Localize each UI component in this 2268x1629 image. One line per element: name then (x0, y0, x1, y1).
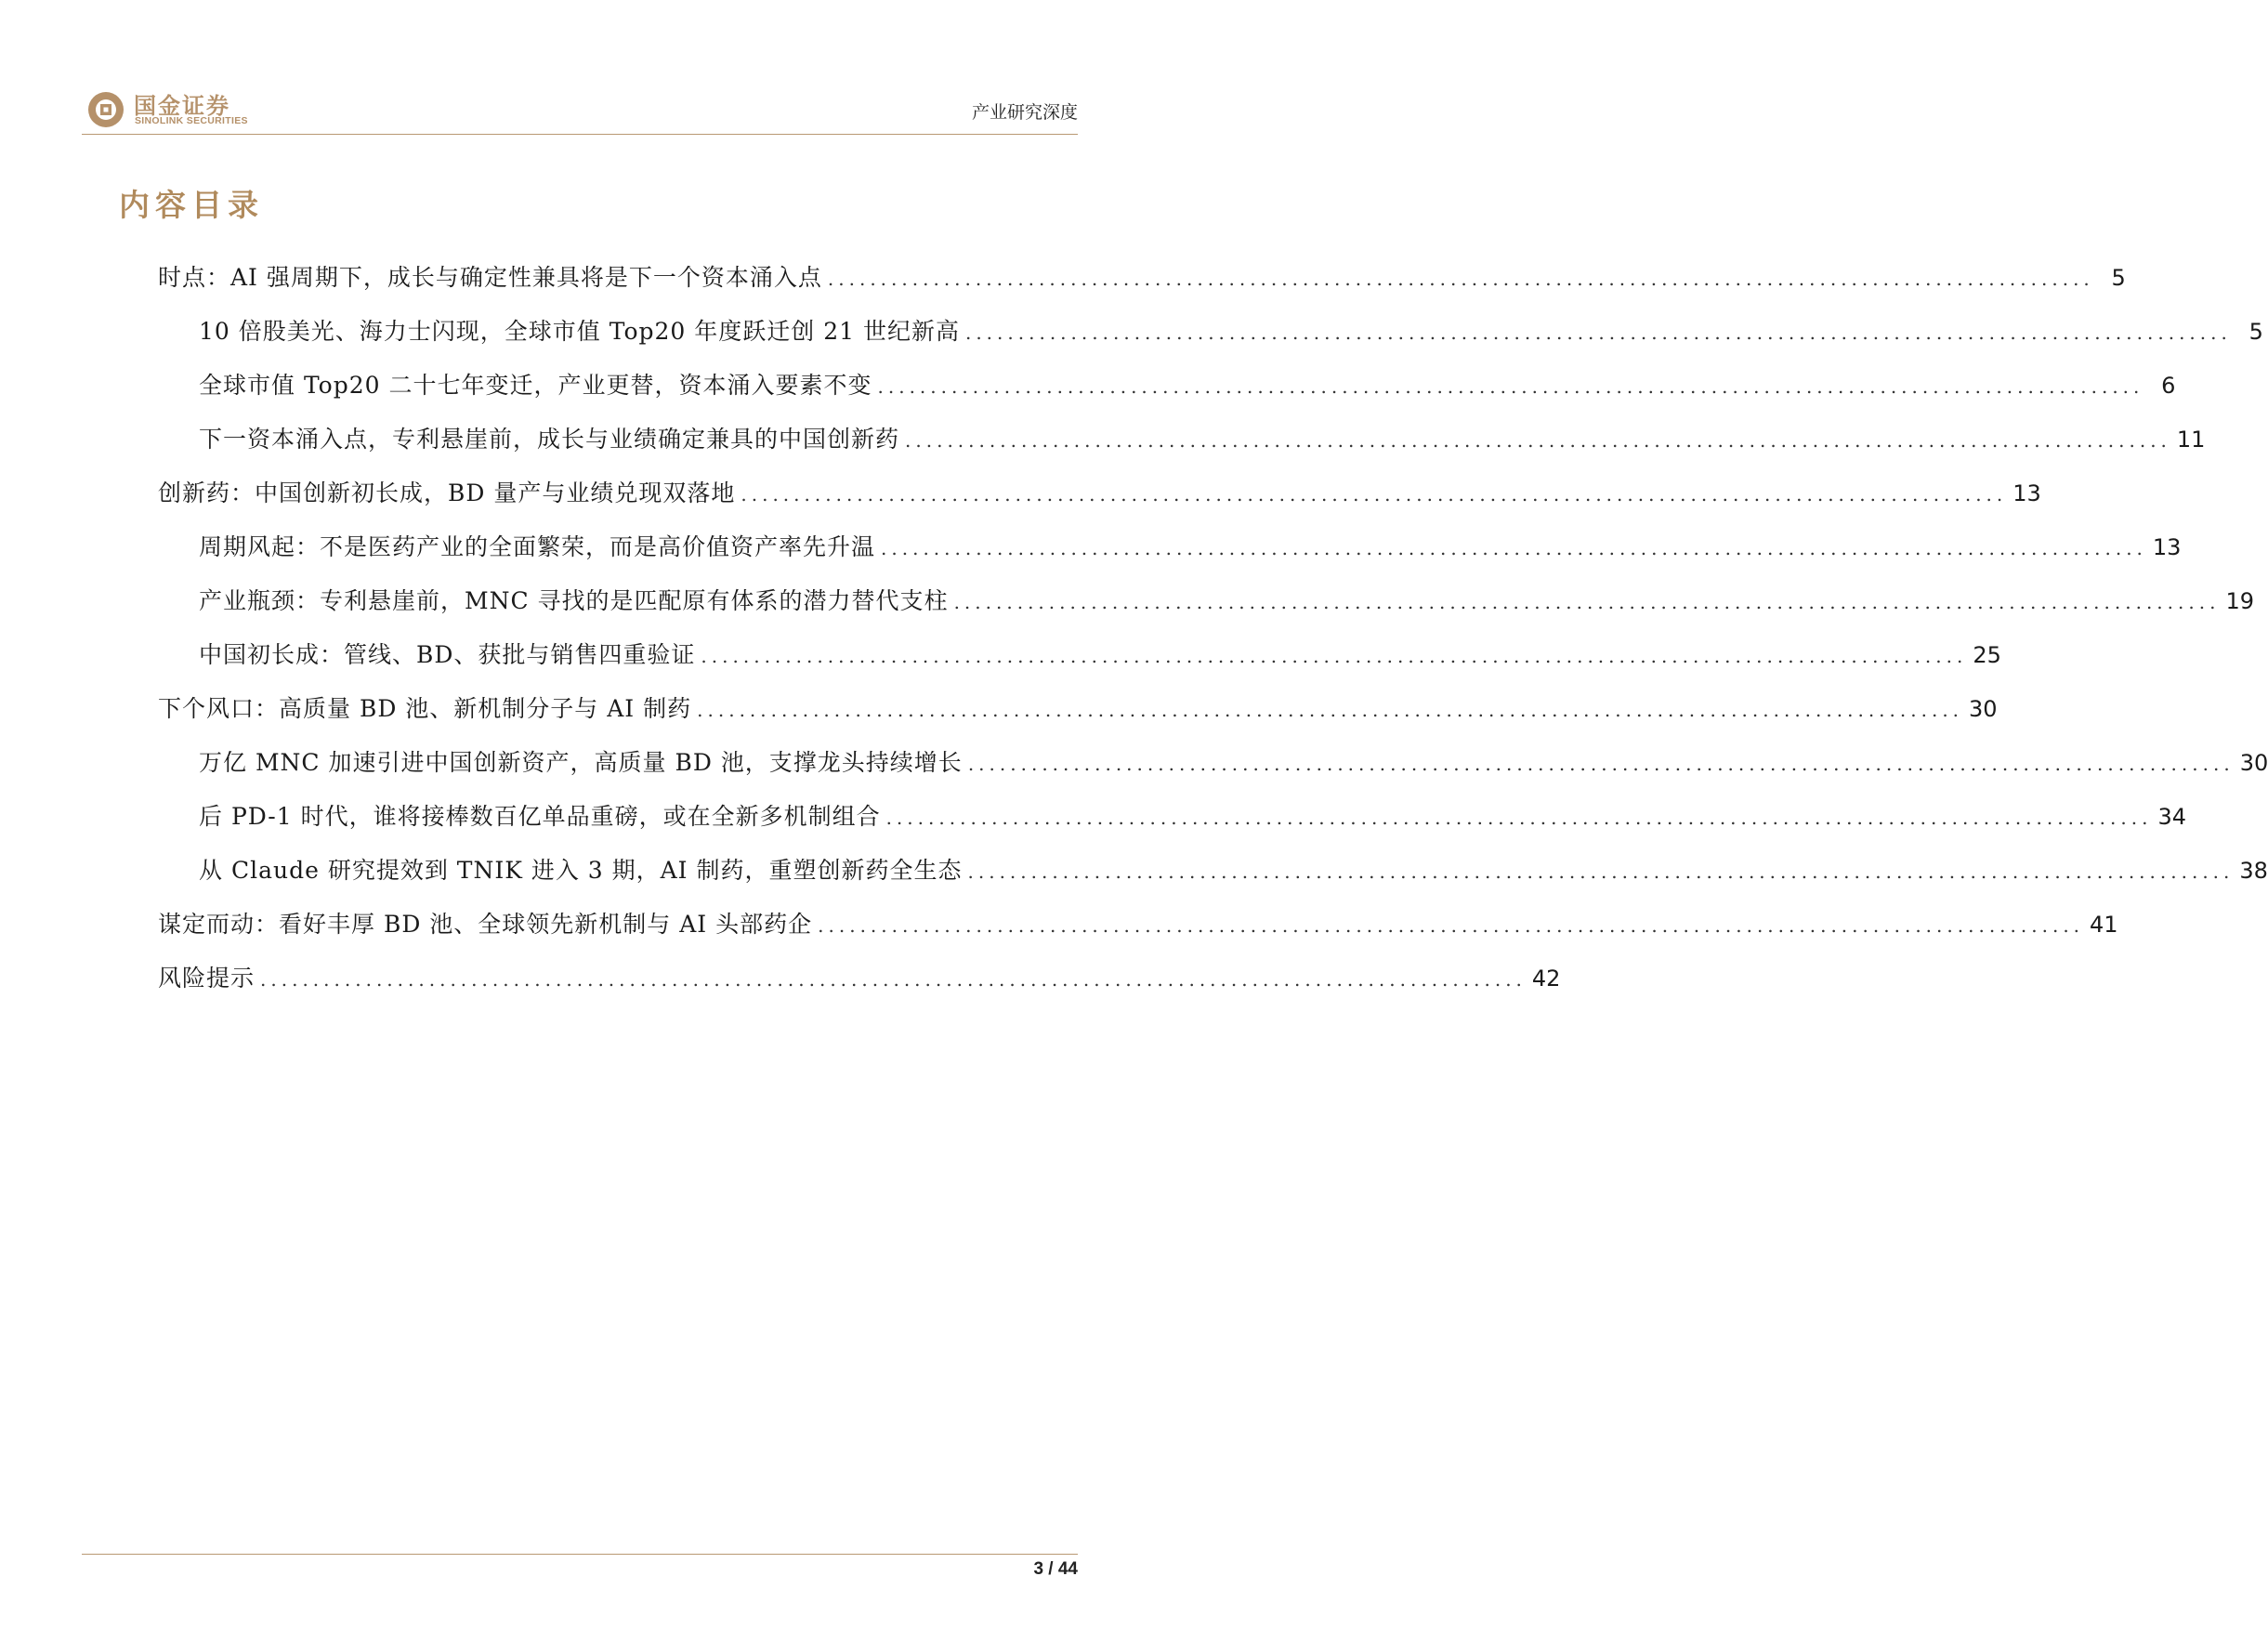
toc-entry-page-number: 34 (2157, 804, 2187, 830)
toc-entry-subsection[interactable] (199, 417, 2206, 454)
toc-entry-page-number: 25 (1973, 642, 2001, 668)
footer-divider (82, 1554, 1078, 1555)
toc-leader-dots: ........................................................................................................................ (967, 753, 2235, 775)
toc-leader-dots: ........................................................................................................................ (964, 322, 2232, 344)
toc-entry-title: 全球市值 Top20 二十七年变迁，产业更替，资本涌入要素不变 (199, 372, 872, 399)
toc-leader-dots: ........................................................................................................................ (885, 807, 2153, 829)
toc-entry-page-number: 6 (2161, 373, 2176, 399)
toc-entry-subsection[interactable] (199, 309, 2263, 347)
toc-entry-page-number: 30 (1969, 696, 1998, 722)
toc-leader-dots: ........................................................................................................................ (881, 537, 2147, 559)
sinolink-logo-icon (87, 91, 125, 128)
toc-entry-title: 后 PD-1 时代，谁将接棒数百亿单品重磅，或在全新多机制组合 (199, 803, 881, 830)
toc-leader-dots: ........................................................................................................................ (741, 483, 2008, 506)
toc-entry-title: 万亿 MNC 加速引进中国创新资产，高质量 BD 池，支撑龙头持续增长 (199, 749, 963, 776)
toc-entry-title: 中国初长成：管线、BD、获批与销售四重验证 (199, 641, 696, 668)
report-type-label: 产业研究深度 (971, 102, 1078, 123)
toc-entry-subsection[interactable] (199, 525, 2182, 562)
toc-entry-title: 下一资本涌入点，专利悬崖前，成长与业绩确定兼具的中国创新药 (199, 426, 900, 453)
toc-entry-page-number: 19 (2225, 588, 2254, 614)
header-divider (82, 134, 1078, 135)
toc-entry-page-number: 42 (1531, 966, 1561, 992)
toc-entry-section[interactable] (158, 687, 1998, 724)
toc-leader-dots: ........................................................................................................................ (260, 968, 1527, 991)
toc-entry-page-number: 13 (2012, 480, 2041, 506)
toc-entry-page-number: 41 (2090, 912, 2118, 938)
toc-entry-subsection[interactable] (199, 795, 2187, 832)
toc-entry-title: 风险提示 (158, 965, 256, 992)
toc-leader-dots: ........................................................................................................................ (827, 268, 2094, 290)
toc-entry-page-number: 5 (2248, 319, 2263, 345)
toc-entry-title: 时点：AI 强周期下，成长与确定性兼具将是下一个资本涌入点 (158, 264, 822, 291)
logo-chinese-name: 国金证券 (134, 93, 230, 119)
toc-entry-subsection[interactable] (199, 579, 2254, 616)
toc-entry-section[interactable] (158, 902, 2118, 939)
toc-entry-title: 创新药：中国创新初长成，BD 量产与业绩兑现双落地 (158, 480, 736, 506)
toc-leader-dots: ........................................................................................................................ (953, 591, 2221, 613)
toc-entry-title: 10 倍股美光、海力士闪现，全球市值 Top20 年度跃迁创 21 世纪新高 (199, 318, 960, 345)
page-header (82, 78, 1078, 134)
toc-leader-dots: ........................................................................................................................ (818, 914, 2085, 937)
toc-leader-dots: ........................................................................................................................ (697, 699, 1964, 721)
toc-entry-section[interactable] (158, 471, 2041, 508)
toc-entry-page-number: 11 (2176, 427, 2206, 453)
toc-entry-page-number: 38 (2239, 858, 2268, 884)
toc-entry-title: 谋定而动：看好丰厚 BD 池、全球领先新机制与 AI 头部药企 (158, 911, 813, 938)
logo-english-name: SINOLINK SECURITIES (135, 115, 248, 126)
toc-entry-title: 从 Claude 研究提效到 TNIK 进入 3 期，AI 制药，重塑创新药全生态 (199, 857, 963, 884)
toc-leader-dots: ........................................................................................................................ (967, 860, 2235, 883)
toc-entry-title: 下个风口：高质量 BD 池、新机制分子与 AI 制药 (158, 695, 692, 722)
toc-entry-subsection[interactable] (199, 633, 2001, 670)
toc-entry-title: 产业瓶颈：专利悬崖前，MNC 寻找的是匹配原有体系的潜力替代支柱 (199, 587, 949, 614)
toc-entry-subsection[interactable] (199, 741, 2268, 778)
toc-entry-subsection[interactable] (199, 848, 2268, 886)
toc-entry-subsection[interactable] (199, 363, 2176, 401)
toc-entry-page-number: 30 (2239, 750, 2268, 776)
page-indicator: 3 / 44 (1033, 1559, 1078, 1579)
toc-entry-page-number: 13 (2152, 534, 2182, 560)
toc-entry-title: 周期风起：不是医药产业的全面繁荣，而是高价值资产率先升温 (199, 533, 876, 560)
toc-leader-dots: ........................................................................................................................ (701, 645, 1968, 667)
toc-entry-section[interactable] (158, 956, 1561, 993)
toc-entry-page-number: 5 (2111, 265, 2126, 291)
toc-entry-section[interactable] (158, 256, 2126, 293)
toc-leader-dots: ........................................................................................................................ (877, 375, 2144, 398)
toc-title: 内容目录 (119, 187, 264, 223)
toc-leader-dots: ........................................................................................................................ (905, 429, 2171, 452)
